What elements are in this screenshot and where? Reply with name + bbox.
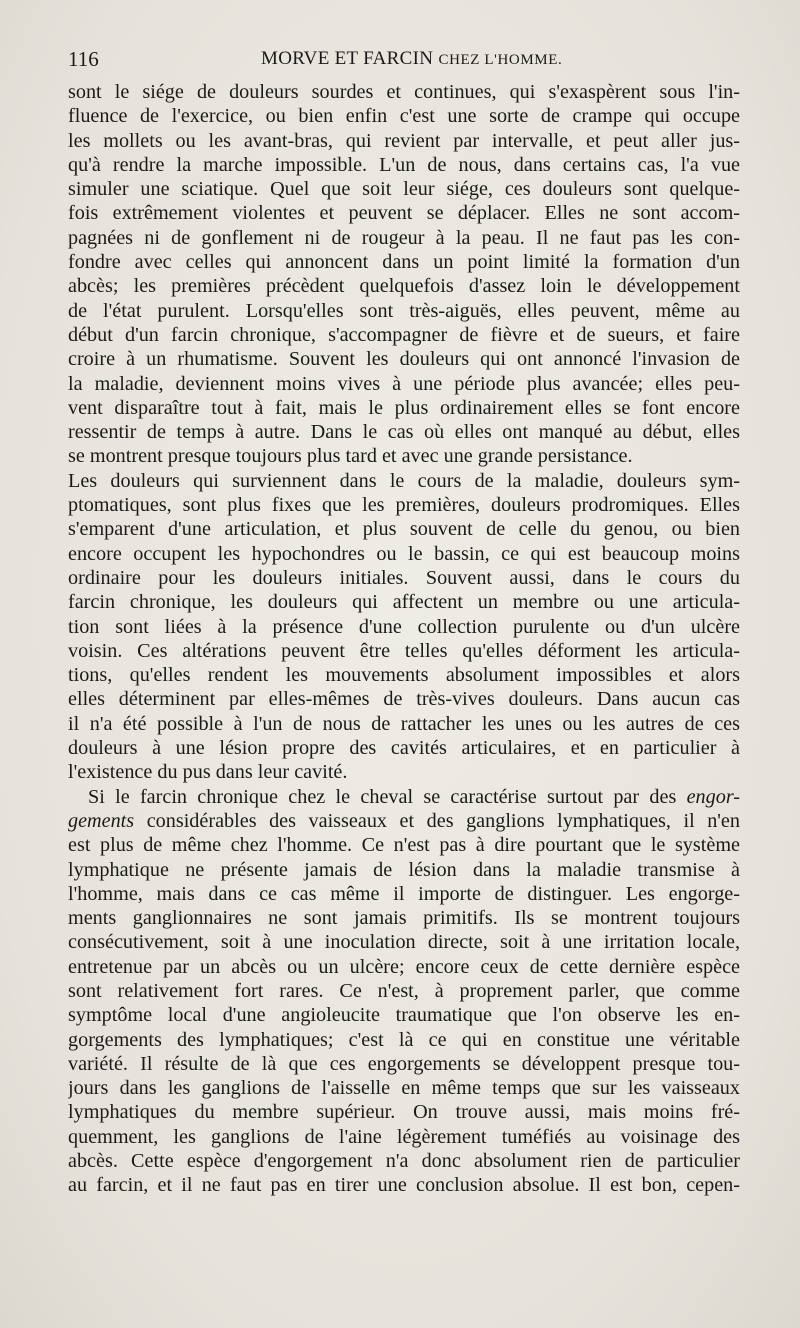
text-line: gorgements des lymphatiques; c'est là ce qui en constitue une véritable xyxy=(68,1028,740,1051)
text-line xyxy=(68,785,740,809)
text-line: variété. Il résulte de là que ces engorgements se développent presque tou- xyxy=(68,1052,740,1075)
italic-term: gements xyxy=(68,809,135,832)
text-line: quemment, les ganglions de l'aine légèrement tuméfiés au voisinage des xyxy=(68,1125,740,1148)
text-line: fondre avec celles qui annoncent dans un point limité la formation d'un xyxy=(68,251,740,274)
text-line: tions, qu'elles rendent les mouvements absolument impossibles et alors xyxy=(68,664,740,687)
body-text xyxy=(68,80,740,1198)
text-line: les mollets ou les avant-bras, qui revient par intervalle, et peut aller jus- xyxy=(68,129,740,152)
running-title-main: MORVE ET FARCIN xyxy=(261,48,434,69)
running-title-small: CHEZ L'HOMME. xyxy=(438,52,563,68)
text-line: farcin chronique, les douleurs qui affectent un membre ou une articula- xyxy=(68,591,740,614)
text-line: ordinaire pour les douleurs initiales. Souvent aussi, dans le cours du xyxy=(68,566,740,589)
text-line: consécutivement, soit à une inoculation directe, soit à une irritation locale, xyxy=(68,931,740,954)
text-line: l'existence du pus dans leur cavité. xyxy=(68,761,348,784)
text-line: est plus de même chez l'homme. Ce n'est pas à dire pourtant que le système xyxy=(68,834,740,857)
text-line: qu'à rendre la marche impossible. L'un de nous, dans certains cas, l'a vue xyxy=(68,153,740,176)
text-line: se montrent presque toujours plus tard et avec une grande persistance. xyxy=(68,445,633,468)
running-title xyxy=(261,48,562,70)
italic-term: engor- xyxy=(686,785,740,808)
text-line: symptôme local d'une angioleucite traumatique que l'on observe les en- xyxy=(68,1004,740,1027)
text-line: s'emparent d'une articulation, et plus souvent de celle du genou, ou bien xyxy=(68,518,740,541)
text-line: tion sont liées à la présence d'une collection purulente ou d'un ulcère xyxy=(68,615,740,638)
paragraph-start: Si le farcin chronique chez le cheval se caractérise surtout par des xyxy=(88,785,677,808)
text-line: fluence de l'exercice, ou bien enfin c'est une sorte de crampe qui occupe xyxy=(68,105,740,128)
text-line: l'homme, mais dans ce cas même il importe de distinguer. Les engorge- xyxy=(68,882,740,905)
text-line: ptomatiques, sont plus fixes que les premières, douleurs prodromiques. Elles xyxy=(68,494,740,517)
text-line: il n'a été possible à l'un de nous de rattacher les unes ou les autres de ces xyxy=(68,712,740,735)
text-line: pagnées ni de gonflement ni de rougeur à la peau. Il ne faut pas les con- xyxy=(68,226,740,249)
text-line: elles déterminent par elles-mêmes de très-vives douleurs. Dans aucun cas xyxy=(68,688,740,711)
text-line: sont relativement fort rares. Ce n'est, à proprement parler, que comme xyxy=(68,979,740,1002)
text-line: simuler une sciatique. Quel que soit leur siége, ces douleurs sont quelque- xyxy=(68,178,740,201)
page-header xyxy=(68,47,740,75)
text-line: croire à un rhumatisme. Souvent les douleurs qui ont annoncé l'invasion de xyxy=(68,348,740,371)
text-line: douleurs à une lésion propre des cavités articulaires, et en particulier à xyxy=(68,737,740,760)
text-line: gements considérables des vaisseaux et des ganglions lymphatiques, il n'en xyxy=(68,809,740,832)
text-line: au farcin, et il ne faut pas en tirer une conclusion absolue. Il est bon, cepen- xyxy=(68,1174,740,1197)
text-line: fois extrêmement violentes et peuvent se déplacer. Elles ne sont accom- xyxy=(68,202,740,225)
text-line: sont le siége de douleurs sourdes et continues, qui s'exaspèrent sous l'in- xyxy=(68,81,740,103)
text-line: voisin. Ces altérations peuvent être telles qu'elles déforment les articula- xyxy=(68,639,740,662)
text-line: ressentir de temps à autre. Dans le cas où elles ont manqué au début, elles xyxy=(68,421,740,444)
text-line: la maladie, deviennent moins vives à une période plus avancée; elles peu- xyxy=(68,372,740,395)
text-line: abcès. Cette espèce d'engorgement n'a donc absolument rien de particulier xyxy=(68,1150,740,1173)
text-line: ments ganglionnaires ne sont jamais primitifs. Ils se montrent toujours xyxy=(68,907,740,930)
text-line: lymphatiques du membre supérieur. On trouve aussi, mais moins fré- xyxy=(68,1101,740,1124)
text-line: jours dans les ganglions de l'aisselle en même temps que sur les vaisseaux xyxy=(68,1077,740,1100)
text-line: lymphatique ne présente jamais de lésion dans la maladie transmise à xyxy=(68,858,740,881)
text-line: entretenue par un abcès ou un ulcère; encore ceux de cette dernière espèce xyxy=(68,955,740,978)
text-line: encore occupent les hypochondres ou le bassin, ce qui est beaucoup moins xyxy=(68,542,740,565)
text-line: début d'un farcin chronique, s'accompagner de fièvre et de sueurs, et faire xyxy=(68,323,740,346)
text-line: Les douleurs qui surviennent dans le cours de la maladie, douleurs sym- xyxy=(68,469,740,492)
text-line: abcès; les premières précèdent quelquefois d'assez loin le développement xyxy=(68,275,740,298)
page-number: 116 xyxy=(68,47,99,71)
text-line: vent disparaître tout à fait, mais le plus ordinairement elles se font encore xyxy=(68,396,740,419)
text-line: de l'état purulent. Lorsqu'elles sont très-aiguës, elles peuvent, même au xyxy=(68,299,740,322)
